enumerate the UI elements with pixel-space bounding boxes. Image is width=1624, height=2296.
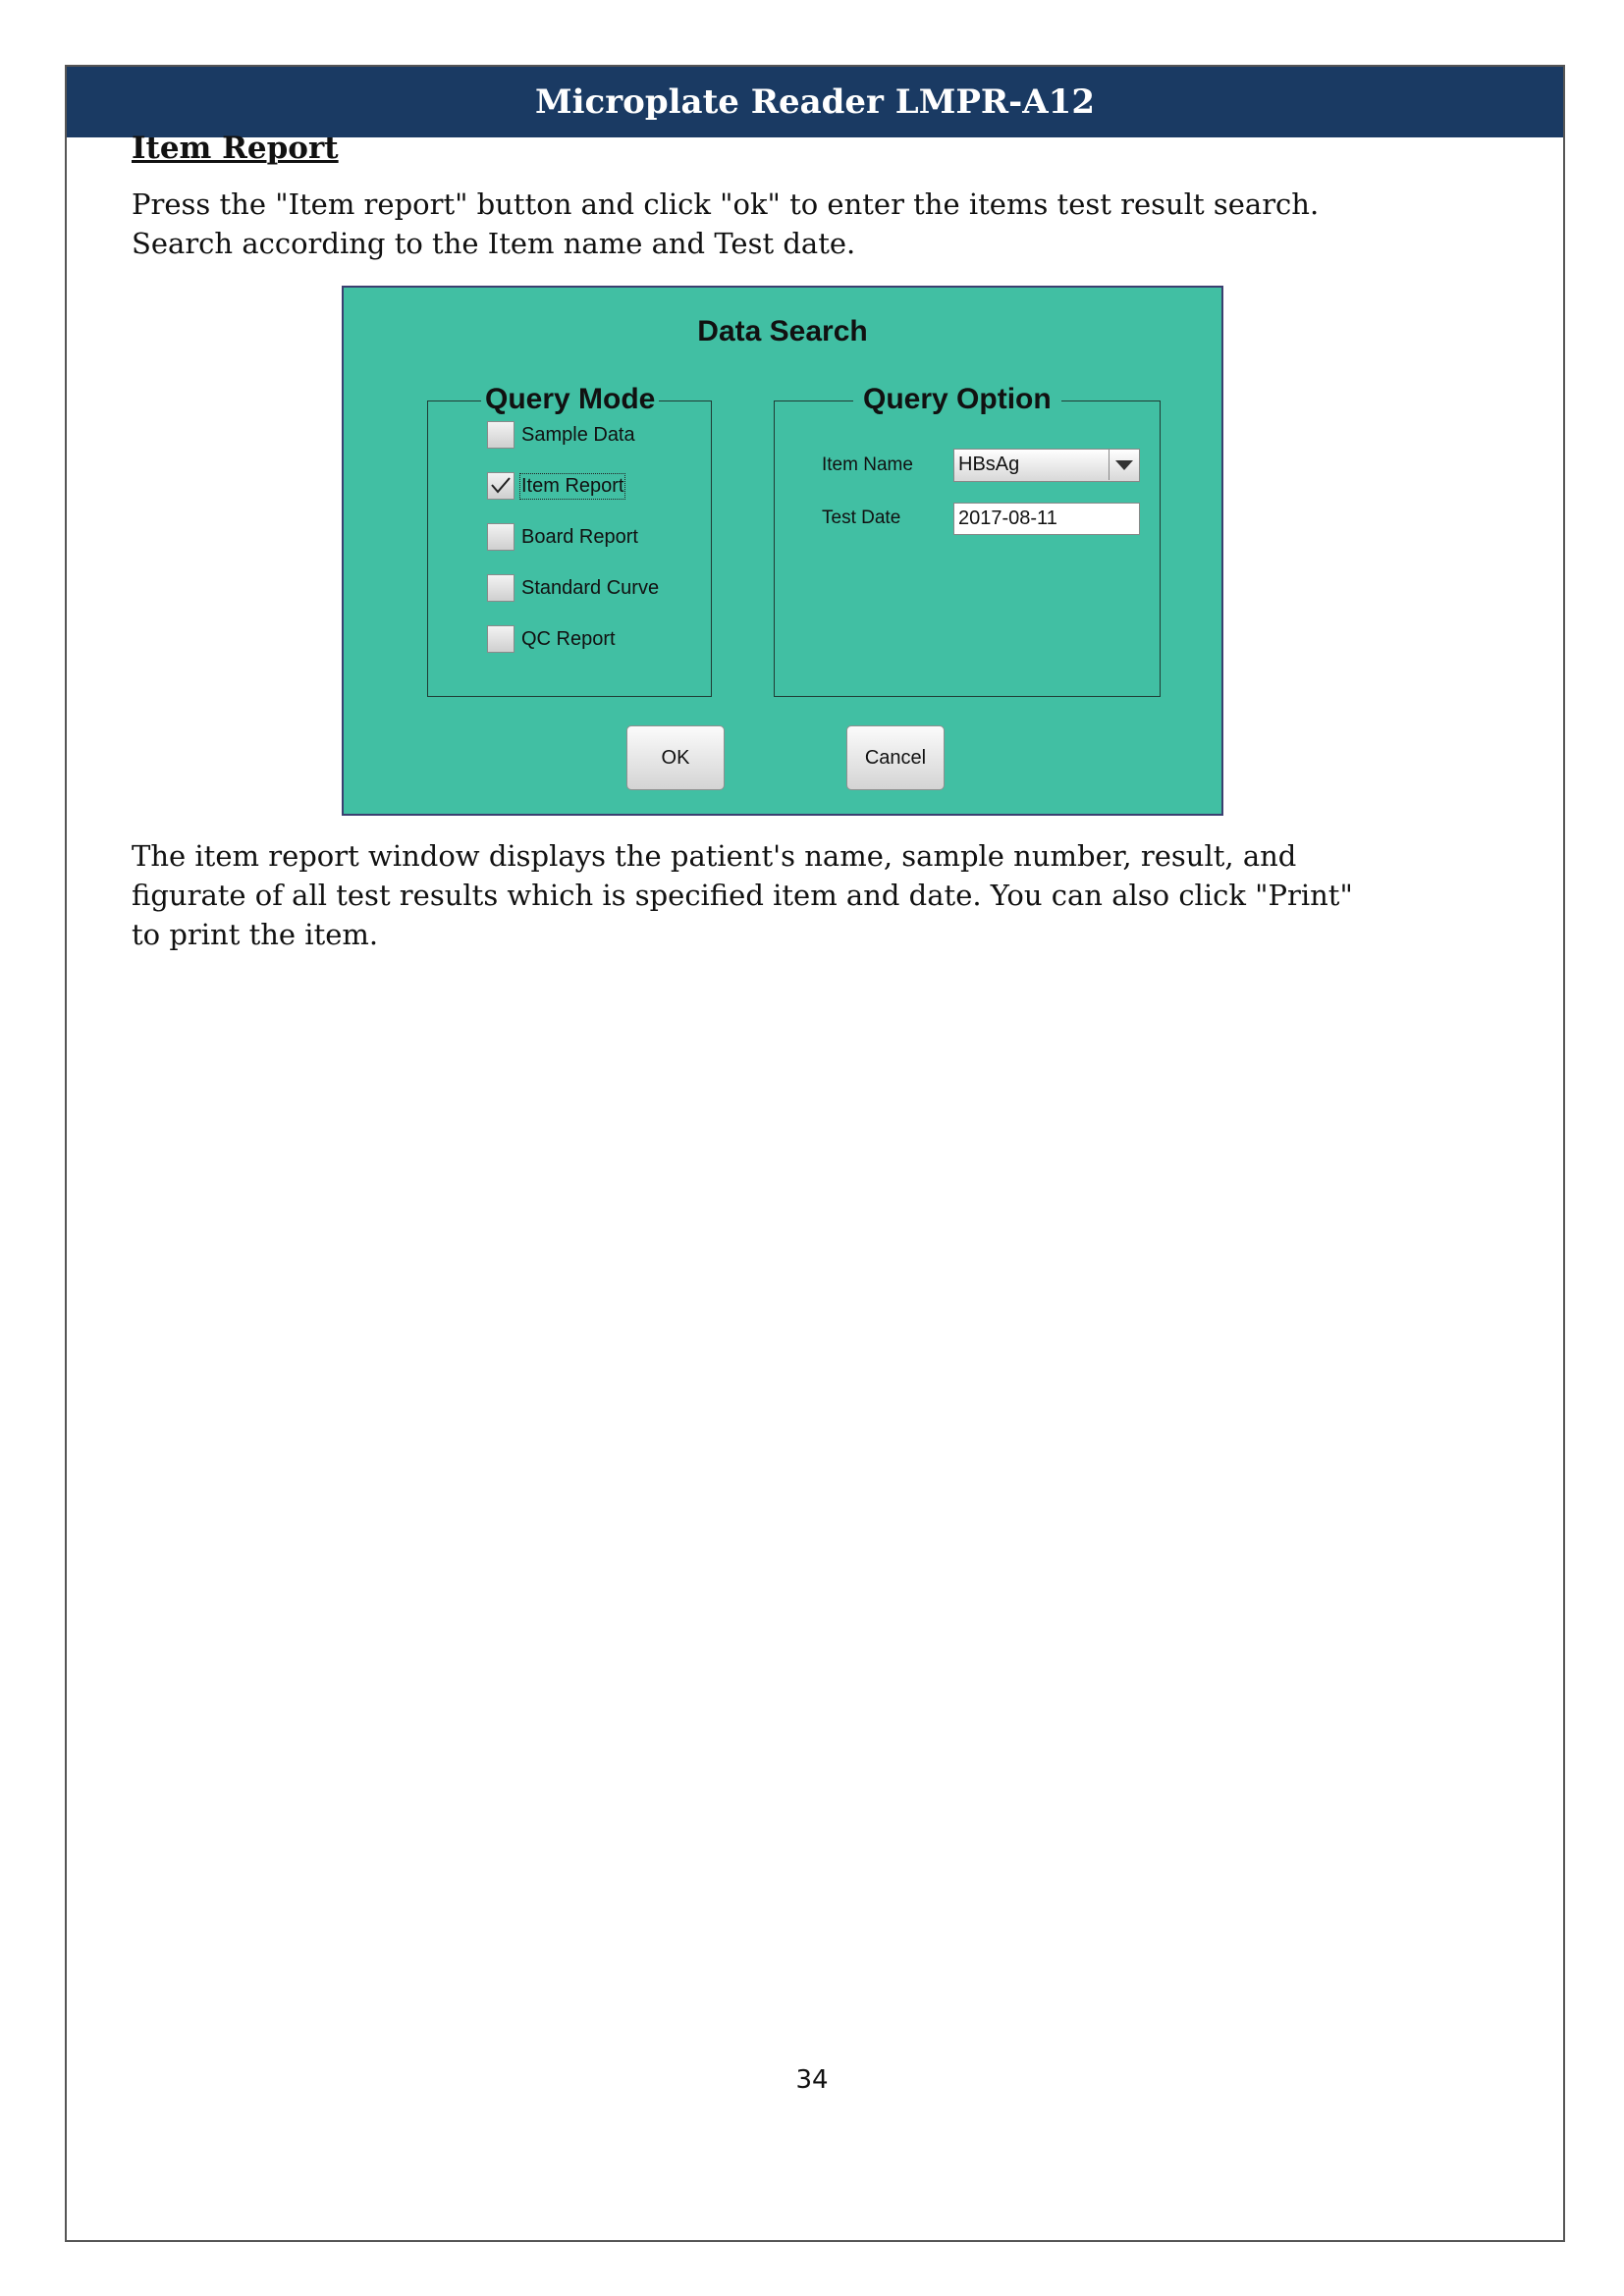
dialog-title: Data Search xyxy=(697,315,868,347)
sample-data-label: Sample Data xyxy=(521,423,635,446)
item-report-checkbox[interactable] xyxy=(487,472,514,500)
section-heading: Item Report xyxy=(132,131,339,166)
query-option-legend: Query Option xyxy=(853,382,1061,417)
test-date-input[interactable] xyxy=(953,503,1140,535)
document-title: Microplate Reader LMPR-A12 xyxy=(535,82,1095,122)
query-option-group xyxy=(774,383,1161,697)
sample-data-checkbox[interactable] xyxy=(487,421,514,449)
board-report-checkbox[interactable] xyxy=(487,523,514,551)
test-date-label: Test Date xyxy=(822,507,901,528)
query-mode-board-report[interactable] xyxy=(487,523,638,551)
chevron-down-icon[interactable] xyxy=(1109,450,1139,480)
query-mode-standard-curve[interactable] xyxy=(487,574,659,602)
cancel-button[interactable]: Cancel xyxy=(846,725,945,790)
item-name-dropdown[interactable] xyxy=(953,449,1140,482)
ok-button[interactable]: OK xyxy=(626,725,725,790)
standard-curve-label: Standard Curve xyxy=(521,576,660,599)
query-mode-sample-data[interactable] xyxy=(487,421,635,449)
intro-paragraph: Press the "Item report" button and click "ok" to enter the items test result search. Search according to the Item name and Test date. xyxy=(132,187,1320,260)
query-mode-qc-report[interactable] xyxy=(487,625,616,653)
standard-curve-checkbox[interactable] xyxy=(487,574,514,602)
page-number: 34 xyxy=(795,2065,829,2095)
qc-report-label: QC Report xyxy=(521,627,616,650)
item-name-label: Item Name xyxy=(822,454,913,475)
data-search-dialog xyxy=(342,286,1223,816)
qc-report-checkbox[interactable] xyxy=(487,625,514,653)
query-mode-group xyxy=(427,383,712,697)
checkmark-icon xyxy=(490,474,512,496)
item-name-value: HBsAg xyxy=(958,454,1020,475)
document-header xyxy=(67,67,1563,137)
query-mode-legend: Query Mode xyxy=(481,382,659,417)
outro-paragraph: The item report window displays the patient's name, sample number, result, and figurate of all test results which is specified item and date. You can also click "Print" to print the item. xyxy=(132,839,1353,951)
item-report-label: Item Report xyxy=(521,474,624,497)
query-mode-item-report[interactable] xyxy=(487,472,623,500)
board-report-label: Board Report xyxy=(521,525,638,548)
